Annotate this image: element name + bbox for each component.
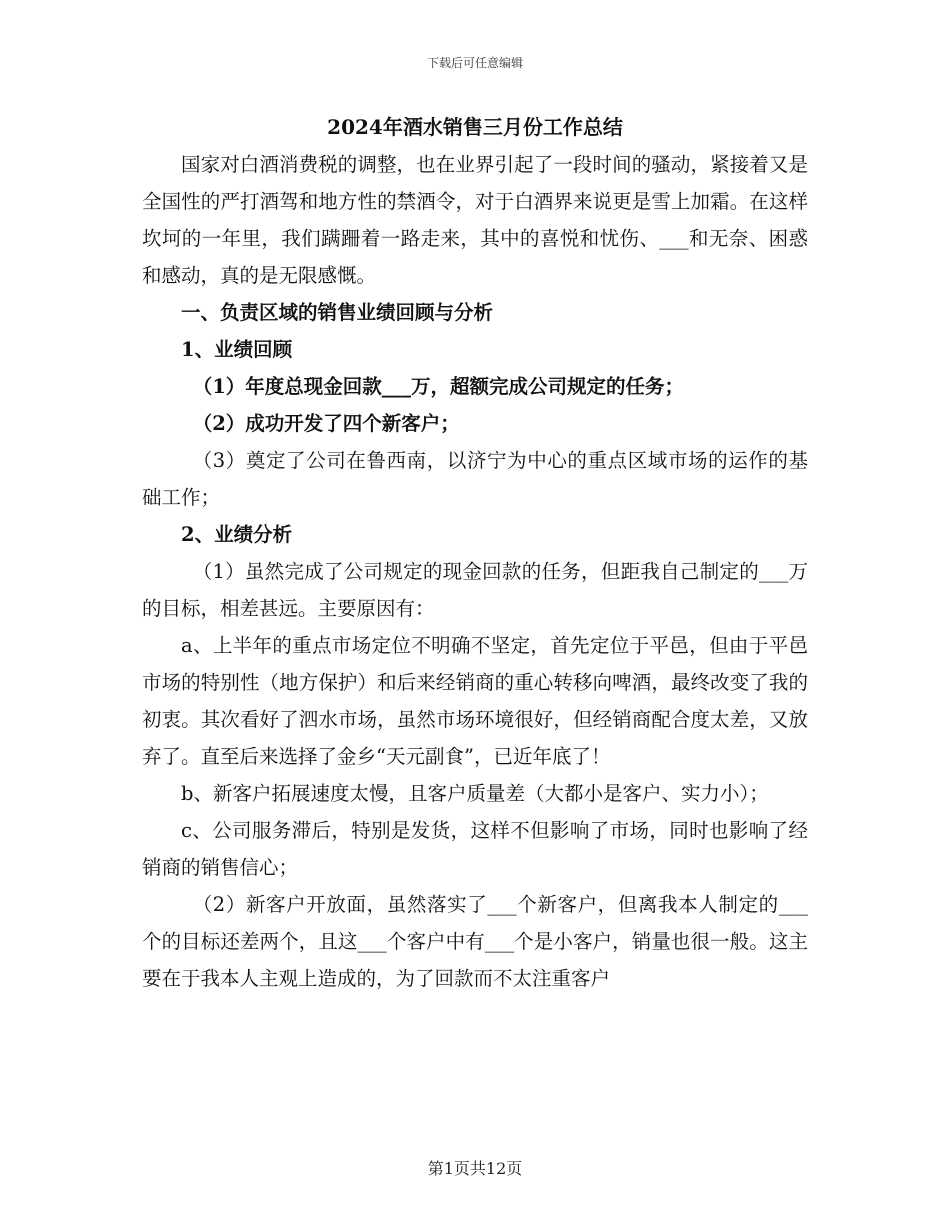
section-heading-1: 一、负责区域的销售业绩回顾与分析: [181, 301, 494, 324]
analysis-point-a: a、上半年的重点市场定位不明确不坚定，首先定位于平邑，但由于平邑市场的特别性（地方保护）和后来经销商的重心转移向啤酒，最终改变了我的初衷。其次看好了泗水市场，虽然市场环境很好，但经销商配合度太差，又放弃了。直至后来选择了金乡“天元副食”，已近年底了！: [142, 634, 808, 768]
page-footer: 第1页共12页: [427, 1159, 523, 1178]
review-item-1: （1）年度总现金回款___万，超额完成公司规定的任务；: [192, 375, 685, 398]
header-note: 下载后可任意编辑: [426, 56, 523, 70]
document-body: [142, 112, 808, 997]
review-item-3: （3）奠定了公司在鲁西南，以济宁为中心的重点区域市场的运作的基础工作；: [142, 449, 808, 509]
document-title: 2024年酒水销售三月份工作总结: [327, 115, 623, 139]
analysis-item-1: （1）虽然完成了公司规定的现金回款的任务，但距我自己制定的___万的目标，相差甚远。主要原因有：: [142, 560, 808, 620]
analysis-point-b: b、新客户拓展速度太慢，且客户质量差（大都小是客户、实力小）；: [181, 782, 769, 805]
subsection-heading-analysis: 2、业绩分析: [181, 523, 293, 546]
subsection-heading-review: 1、业绩回顾: [181, 338, 293, 361]
review-item-2: （2）成功开发了四个新客户；: [192, 412, 460, 435]
analysis-item-2: （2）新客户开放面，虽然落实了___个新客户，但离我本人制定的___个的目标还差两个，且这___个客户中有___个是小客户，销量也很一般。这主要在于我本人主观上造成的，为了回款而不太注重客户: [142, 893, 808, 990]
intro-paragraph: 国家对白酒消费税的调整，也在业界引起了一段时间的骚动，紧接着又是全国性的严打酒驾和地方性的禁酒令，对于白酒界来说更是雪上加霜。在这样坎坷的一年里，我们蹒跚着一路走来，其中的喜悦和忧伤、___和无奈、困惑和感动，真的是无限感慨。: [142, 153, 808, 287]
analysis-point-c: c、公司服务滞后，特别是发货，这样不但影响了市场，同时也影响了经销商的销售信心；: [142, 819, 808, 879]
